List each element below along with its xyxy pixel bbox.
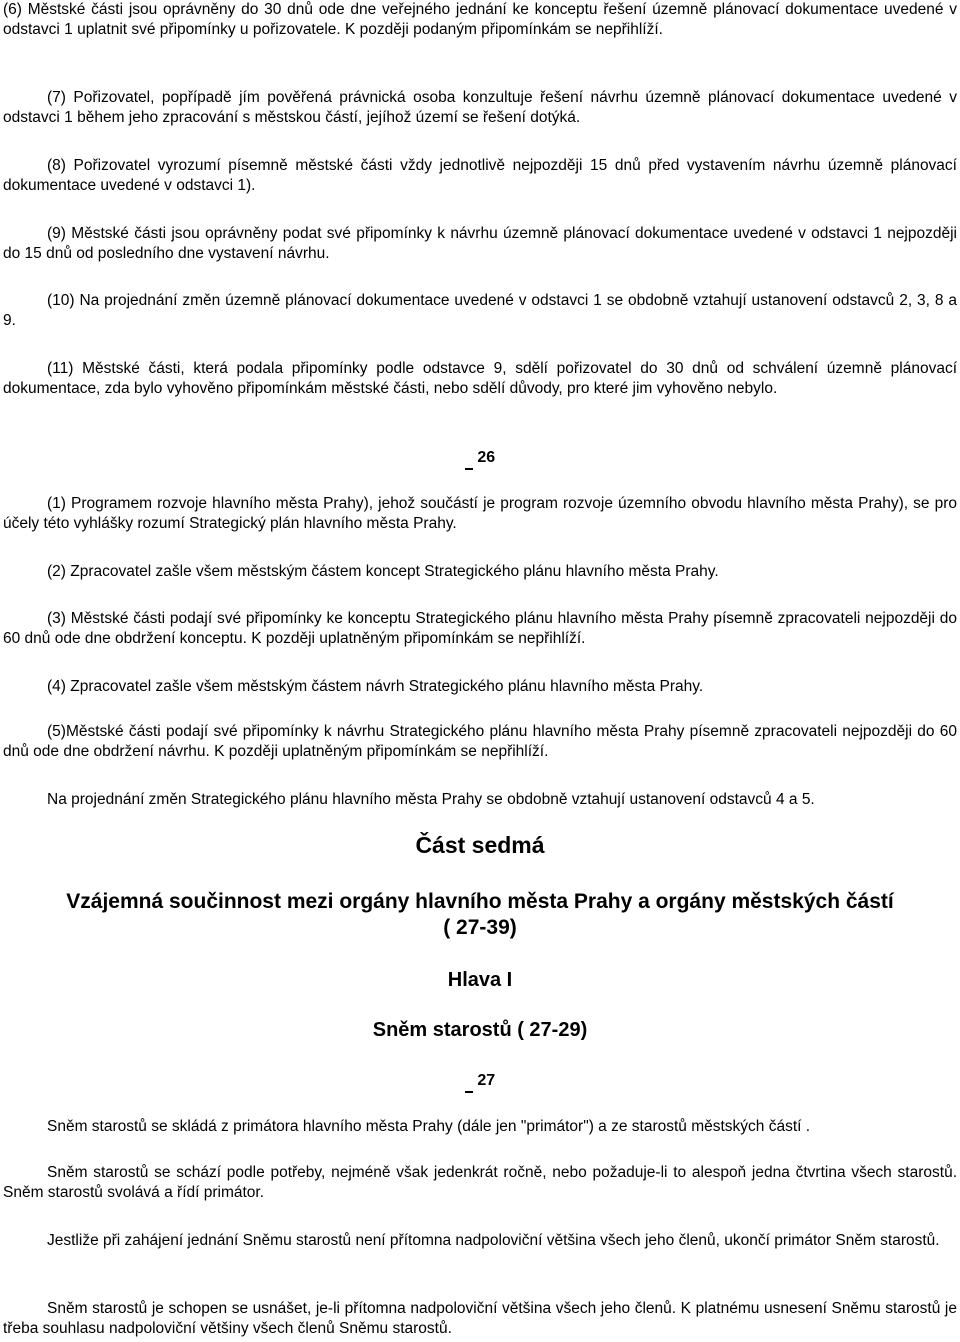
paragraph-10: (10) Na projednání změn územně plánovací dokumentace uvedené v odstavci 1 se obdobně vztahují ustanovení odstavců 2, 3, 8 a 9.	[3, 292, 957, 329]
paragraph-26-5: (5)Městské části podají své připomínky k návrhu Strategického plánu hlavního města Prahy písemně zpracovateli nejpozději do 60 dnů ode dne obdržení návrhu. K později uplatněným připomínkám se nepřihlíží.	[3, 723, 957, 760]
paragraph-26-3: (3) Městské části podají své připomínky ke konceptu Strategického plánu hlavního města Prahy písemně zpracovateli nejpozději do 60 dnů ode dne obdržení konceptu. K později uplatněným připomínkám se nepřihlíží.	[3, 610, 957, 647]
paragraph-26-6: Na projednání změn Strategického plánu hlavního města Prahy se obdobně vztahují ustanovení odstavců 4 a 5.	[47, 791, 815, 808]
part-title-line-2: ( 27-39)	[443, 916, 517, 939]
paragraph-27-2: Sněm starostů se schází podle potřeby, nejméně však jedenkrát ročně, nebo požaduje-li to alespoň jedna čtvrtina všech starostů. Sněm starostů svolává a řídí primátor.	[3, 1164, 957, 1201]
paragraph-8: (8) Pořizovatel vyrozumí písemně městské části vždy jednotlivě nejpozději 15 dnů před vystavením návrhu územně plánovací dokumentace uvedené v odstavci 1).	[3, 157, 957, 194]
paragraph-9: (9) Městské části jsou oprávněny podat své připomínky k návrhu územně plánovací dokumentace uvedené v odstavci 1 nejpozději do 15 dnů od posledního dne vystavení návrhu.	[3, 225, 957, 262]
paragraph-6: (6) Městské části jsou oprávněny do 30 dnů ode dne veřejného jednání ke konceptu řešení územně plánovací dokumentace uvedené v odstavci 1 uplatnit své připomínky u pořizovatele. K později podaným připomínkám se nepřihlíží.	[3, 1, 957, 38]
section-number: 27	[477, 1072, 496, 1089]
section-26-heading	[0, 448, 960, 468]
paragraph-27-1: Sněm starostů se skládá z primátora hlavního města Prahy (dále jen "primátor") a ze starostů městských částí .	[47, 1118, 811, 1135]
head-heading: Hlava I	[447, 969, 513, 991]
part-title	[0, 889, 960, 941]
paragraph-27-4: Sněm starostů je schopen se usnášet, je-li přítomna nadpoloviční většina všech jeho členů. K platnému usnesení Sněmu starostů je třeba souhlasu nadpoloviční většiny všech členů Sněmu starostů.	[3, 1300, 957, 1337]
paragraph-26-1: (1) Programem rozvoje hlavního města Prahy), jehož součástí je program rozvoje územního obvodu hlavního města Prahy), se pro účely této vyhlášky rozumí Strategický plán hlavního města Prahy.	[3, 495, 957, 532]
section-number: 26	[477, 449, 496, 466]
part-title-line-1: Vzájemná součinnost mezi orgány hlavního města Prahy a orgány městských částí	[66, 890, 894, 913]
paragraph-11: (11) Městské části, která podala připomínky podle odstavce 9, sdělí pořizovatel do 30 dnů od schválení územně plánovací dokumentace, zda bylo vyhověno připomínkám městské části, nebo sdělí důvody, pro které jim vyhověno nebylo.	[3, 360, 957, 397]
paragraph-27-3: Jestliže při zahájení jednání Sněmu starostů není přítomna nadpoloviční většina všech jeho členů, ukončí primátor Sněm starostů.	[47, 1232, 940, 1249]
section-27-heading	[0, 1071, 960, 1091]
paragraph-26-4: (4) Zpracovatel zašle všem městským částem návrh Strategického plánu hlavního města Prahy.	[47, 678, 704, 695]
part-heading: Část sedmá	[415, 832, 545, 858]
paragraph-7: (7) Pořizovatel, popřípadě jím pověřená právnická osoba konzultuje řešení návrhu územně plánovací dokumentace uvedené v odstavci 1 během jeho zpracování s městskou částí, jejíhož území se řešení dotýká.	[3, 89, 957, 126]
head-title: Sněm starostů ( 27-29)	[372, 1019, 588, 1041]
paragraph-26-2: (2) Zpracovatel zašle všem městským částem koncept Strategického plánu hlavního města Prahy.	[47, 563, 719, 580]
